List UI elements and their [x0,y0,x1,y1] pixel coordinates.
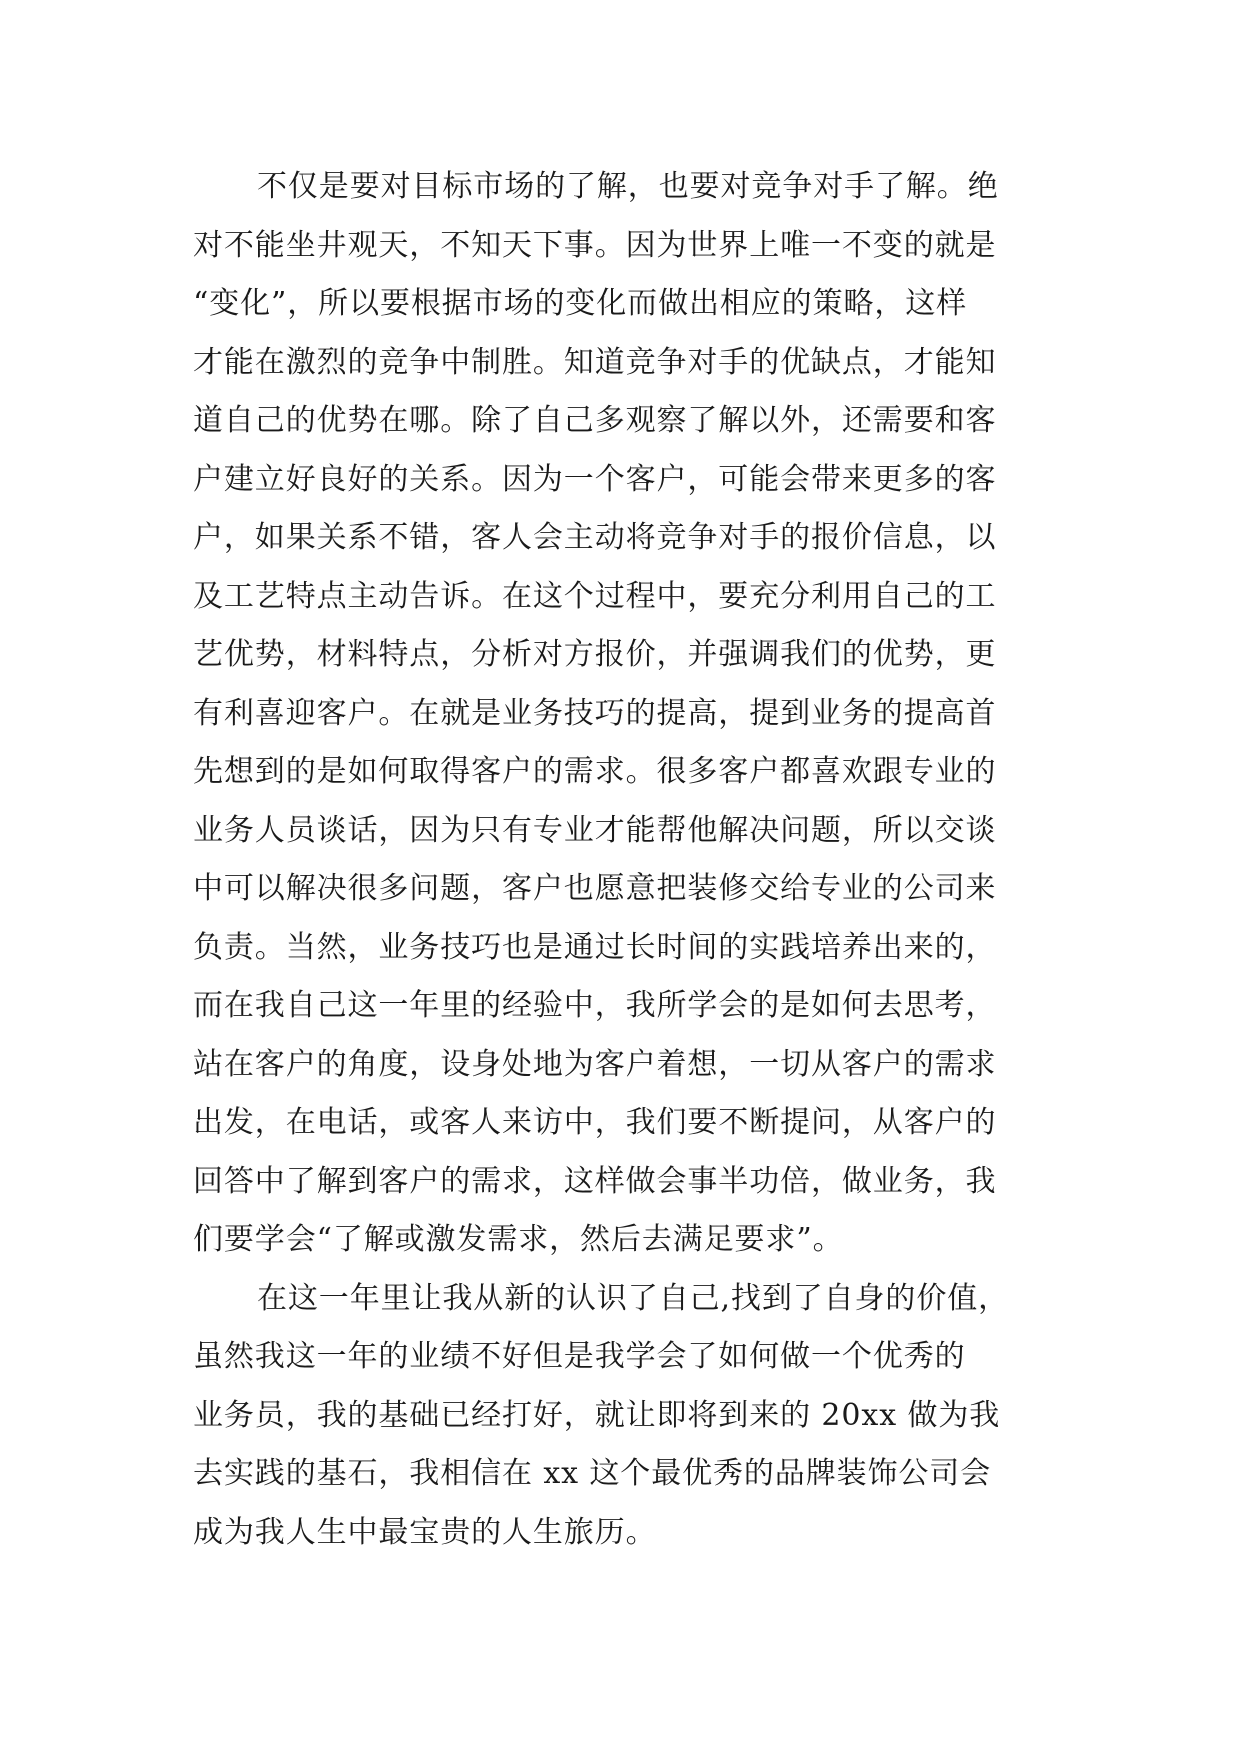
text-line: 先想到的是如何取得客户的需求。很多客户都喜欢跟专业的 [193,754,997,789]
text-line: 中可以解决很多问题，客户也愿意把装修交给专业的公司来 [193,871,997,906]
text-line: 回答中了解到客户的需求，这样做会事半功倍，做业务，我 [193,1163,997,1199]
text-line: 及工艺特点主动告诉。在这个过程中，要充分利用自己的工 [193,578,997,614]
text-line: 业务人员谈话，因为只有专业才能帮他解决问题，所以交谈 [193,812,997,848]
body-text [193,158,1053,1562]
text-line: 户建立好良好的关系。因为一个客户，可能会带来更多的客 [193,461,997,497]
text-line: 户，如果关系不错，客人会主动将竞争对手的报价信息，以 [193,520,997,555]
text-line: 艺优势，材料特点，分析对方报价，并强调我们的优势，更 [193,637,997,672]
text-line: 有利喜迎客户。在就是业务技巧的提高，提到业务的提高首 [193,695,997,731]
text-line: “变化”，所以要根据市场的变化而做出相应的策略，这样 [193,286,968,321]
text-line: 业务员，我的基础已经打好，就让即将到来的 20xx 做为我 [193,1397,1001,1433]
text-line: 对不能坐井观天，不知天下事。因为世界上唯一不变的就是 [193,227,997,263]
text-line: 而在我自己这一年里的经验中，我所学会的是如何去思考， [193,988,997,1023]
text-line: 虽然我这一年的业绩不好但是我学会了如何做一个优秀的 [193,1339,966,1374]
text-line: 负责。当然，业务技巧也是通过长时间的实践培养出来的， [193,929,997,965]
paragraph-1 [193,158,1053,1270]
text-line: 们要学会“了解或激发需求，然后去满足要求”。 [193,1222,844,1257]
text-line: 成为我人生中最宝贵的人生旅历。 [193,1514,657,1550]
text-line: 道自己的优势在哪。除了自己多观察了解以外，还需要和客 [193,403,997,438]
text-line: 去实践的基石，我相信在 xx 这个最优秀的品牌装饰公司会 [193,1456,992,1491]
text-line: 出发，在电话，或客人来访中，我们要不断提问，从客户的 [193,1105,997,1140]
text-line: 才能在激烈的竞争中制胜。知道竞争对手的优缺点，才能知 [193,344,997,380]
text-line: 站在客户的角度，设身处地为客户着想，一切从客户的需求 [193,1046,997,1082]
text-line: 在这一年里让我从新的认识了自己,找到了自身的价值， [257,1280,1010,1316]
paragraph-2 [193,1270,1053,1563]
text-line: 不仅是要对目标市场的了解，也要对竞争对手了解。绝 [257,169,999,204]
